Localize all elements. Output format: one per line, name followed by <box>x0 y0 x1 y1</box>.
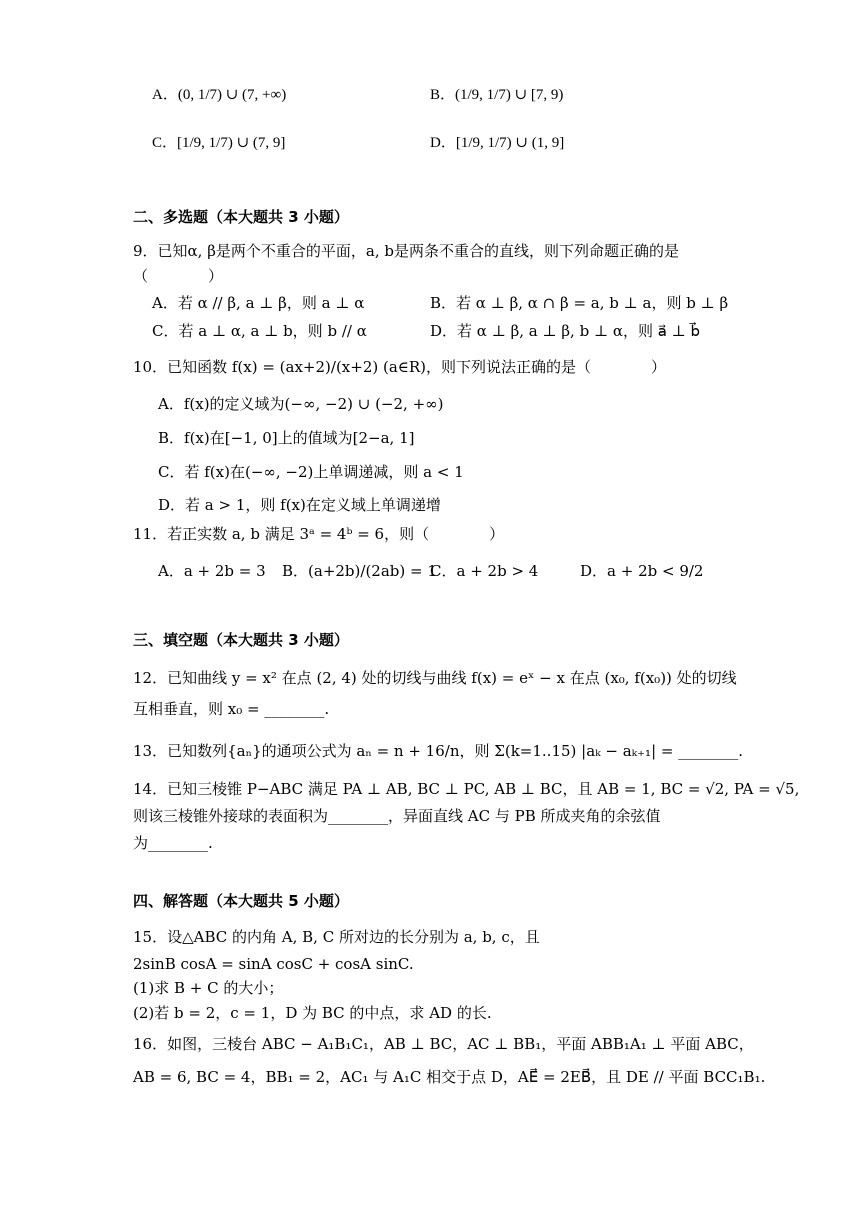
q14-line-2: 则该三棱锥外接球的表面积为________，异面直线 AC 与 PB 所成夹角的余弦值 <box>133 807 661 825</box>
q9-option-d[interactable]: D．若 α ⊥ β, a ⊥ β, b ⊥ α，则 a⃗ ⊥ b⃗ <box>430 322 701 340</box>
q8-option-d[interactable]: D．[1/9, 1/7) ∪ (1, 9] <box>430 135 565 151</box>
q15-part-2: (2)若 b = 2，c = 1，D 为 BC 的中点，求 AD 的长. <box>133 1004 492 1022</box>
section-heading-multiple-choice: 二、多选题（本大题共 3 小题） <box>133 208 349 226</box>
q16-line-1: 16．如图，三棱台 ABC − A₁B₁C₁，AB ⊥ BC，AC ⊥ BB₁，平面 ABB₁A₁ ⊥ 平面 ABC， <box>133 1035 754 1053</box>
q14-line-3: 为________. <box>133 834 213 852</box>
q14-line-1: 14．已知三棱锥 P−ABC 满足 PA ⊥ AB, BC ⊥ PC, AB ⊥ BC，且 AB = 1, BC = √2, PA = √5, <box>133 780 800 798</box>
q15-part-1: (1)求 B + C 的大小； <box>133 979 284 997</box>
q9-stem: 9．已知α, β是两个不重合的平面，a, b是两条不重合的直线，则下列命题正确的是 <box>133 242 679 260</box>
q10-stem: 10．已知函数 f(x) = (ax+2)/(x+2) (a∈R)，则下列说法正确的是（ ） <box>133 358 667 376</box>
q11-stem: 11．若正实数 a, b 满足 3ᵃ = 4ᵇ = 6，则（ ） <box>133 525 505 543</box>
q12-line-1: 12．已知曲线 y = x² 在点 (2, 4) 处的切线与曲线 f(x) = eˣ − x 在点 (x₀, f(x₀)) 处的切线 <box>133 669 737 687</box>
q11-option-a[interactable]: A．a + 2b = 3 <box>158 562 266 580</box>
q9-option-b[interactable]: B．若 α ⊥ β, α ∩ β = a, b ⊥ a，则 b ⊥ β <box>430 294 729 312</box>
q11-option-b[interactable]: B．(a+2b)/(2ab) = 1 <box>282 562 437 580</box>
q8-option-a[interactable]: A．(0, 1/7) ∪ (7, +∞) <box>152 87 287 103</box>
q10-option-b[interactable]: B．f(x)在[−1, 0]上的值域为[2−a, 1] <box>158 429 415 447</box>
q13-stem: 13．已知数列{aₙ}的通项公式为 aₙ = n + 16/n，则 Σ(k=1..15) |aₖ − aₖ₊₁| = ________. <box>133 742 743 760</box>
q10-option-d[interactable]: D．若 a > 1，则 f(x)在定义域上单调递增 <box>158 496 441 514</box>
q11-option-d[interactable]: D．a + 2b < 9/2 <box>580 562 704 580</box>
q8-option-b[interactable]: B．(1/9, 1/7) ∪ [7, 9) <box>430 87 564 103</box>
q12-line-2: 互相垂直，则 x₀ = ________. <box>133 700 330 718</box>
q15-line-2: 2sinB cosA = sinA cosC + cosA sinC. <box>133 955 414 973</box>
section-heading-solutions: 四、解答题（本大题共 5 小题） <box>133 892 349 910</box>
q9-option-c[interactable]: C．若 a ⊥ α, a ⊥ b，则 b // α <box>152 322 367 340</box>
q8-option-c[interactable]: C．[1/9, 1/7) ∪ (7, 9] <box>152 135 286 151</box>
q9-answer-paren: （ ） <box>133 267 224 285</box>
q9-option-a[interactable]: A．若 α // β, a ⊥ β，则 a ⊥ α <box>152 294 365 312</box>
q10-option-c[interactable]: C．若 f(x)在(−∞, −2)上单调递减，则 a < 1 <box>158 463 464 481</box>
q16-line-2: AB = 6, BC = 4，BB₁ = 2，AC₁ 与 A₁C 相交于点 D，AE⃗ = 2EB⃗，且 DE // 平面 BCC₁B₁. <box>133 1068 766 1086</box>
section-heading-fill-in: 三、填空题（本大题共 3 小题） <box>133 631 349 649</box>
q15-line-1: 15．设△ABC 的内角 A, B, C 所对边的长分别为 a, b, c，且 <box>133 928 540 946</box>
q10-option-a[interactable]: A．f(x)的定义域为(−∞, −2) ∪ (−2, +∞) <box>158 395 444 413</box>
q11-option-c[interactable]: C．a + 2b > 4 <box>430 562 539 580</box>
